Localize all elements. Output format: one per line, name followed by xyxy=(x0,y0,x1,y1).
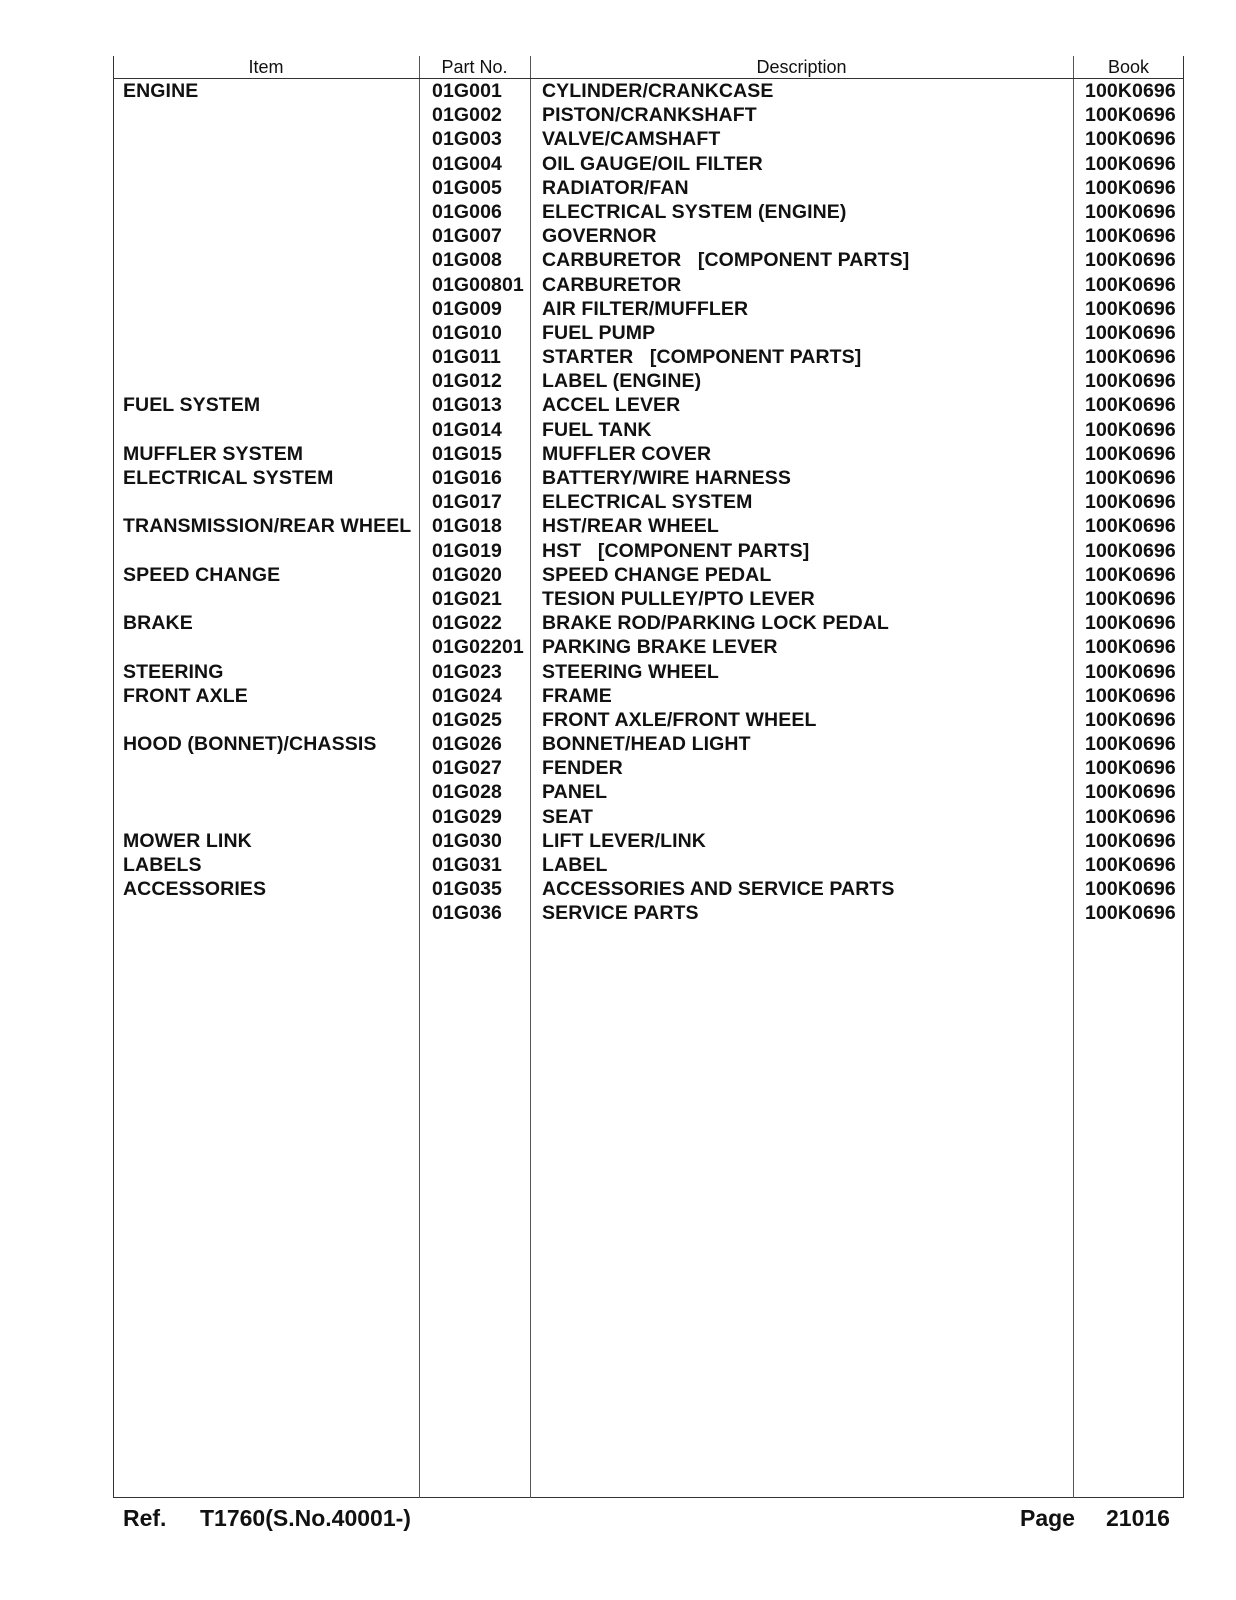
table-row xyxy=(0,708,1236,732)
description-cell: FENDER xyxy=(542,757,623,780)
book-cell: 100K0696 xyxy=(1085,515,1176,538)
book-cell: 100K0696 xyxy=(1085,297,1176,320)
table-row xyxy=(0,442,1236,466)
book-cell: 100K0696 xyxy=(1085,563,1176,586)
book-cell: 100K0696 xyxy=(1085,902,1176,925)
part-no-cell: 01G025 xyxy=(432,708,502,731)
description-cell: ELECTRICAL SYSTEM xyxy=(542,491,753,514)
footer-ref-label: Ref. xyxy=(123,1505,167,1531)
book-cell: 100K0696 xyxy=(1085,781,1176,804)
book-cell: 100K0696 xyxy=(1085,176,1176,199)
part-no-cell: 01G027 xyxy=(432,757,502,780)
description-cell: CARBURETOR [COMPONENT PARTS] xyxy=(542,249,910,272)
part-no-cell: 01G020 xyxy=(432,563,502,586)
part-no-cell: 01G005 xyxy=(432,176,502,199)
table-row xyxy=(0,514,1236,538)
item-cell: STEERING xyxy=(123,660,224,683)
book-cell: 100K0696 xyxy=(1085,104,1176,127)
table-row xyxy=(0,563,1236,587)
description-cell: LIFT LEVER/LINK xyxy=(542,829,706,852)
description-cell: RADIATOR/FAN xyxy=(542,176,689,199)
description-cell: PANEL xyxy=(542,781,608,804)
description-cell: ACCESSORIES AND SERVICE PARTS xyxy=(542,878,895,901)
description-cell: CYLINDER/CRANKCASE xyxy=(542,80,774,102)
table-row xyxy=(0,756,1236,780)
book-cell: 100K0696 xyxy=(1085,152,1176,175)
table-row xyxy=(0,780,1236,804)
part-no-cell: 01G02201 xyxy=(432,636,524,659)
description-cell: FUEL PUMP xyxy=(542,321,656,344)
table-row xyxy=(0,200,1236,224)
description-cell: TESION PULLEY/PTO LEVER xyxy=(542,587,815,610)
part-no-cell: 01G021 xyxy=(432,587,502,610)
book-cell: 100K0696 xyxy=(1085,805,1176,828)
book-cell: 100K0696 xyxy=(1085,80,1176,102)
item-cell: FRONT AXLE xyxy=(123,684,248,707)
book-cell: 100K0696 xyxy=(1085,128,1176,151)
book-cell: 100K0696 xyxy=(1085,854,1176,876)
description-cell: VALVE/CAMSHAFT xyxy=(542,128,721,151)
part-no-cell: 01G007 xyxy=(432,225,502,248)
description-cell: ACCEL LEVER xyxy=(542,394,681,417)
part-no-cell: 01G006 xyxy=(432,200,502,223)
book-cell: 100K0696 xyxy=(1085,684,1176,707)
book-cell: 100K0696 xyxy=(1085,612,1176,635)
description-cell: AIR FILTER/MUFFLER xyxy=(542,297,749,320)
table-row xyxy=(0,466,1236,490)
part-no-cell: 01G009 xyxy=(432,297,502,320)
table-row xyxy=(0,587,1236,611)
item-cell: MUFFLER SYSTEM xyxy=(123,442,304,465)
table-row xyxy=(0,829,1236,853)
book-cell: 100K0696 xyxy=(1085,200,1176,223)
table-row xyxy=(0,127,1236,151)
part-no-cell: 01G002 xyxy=(432,104,502,127)
part-no-cell: 01G018 xyxy=(432,515,502,538)
part-no-cell: 01G019 xyxy=(432,539,502,562)
description-cell: MUFFLER COVER xyxy=(542,442,712,465)
description-cell: STEERING WHEEL xyxy=(542,660,719,683)
book-cell: 100K0696 xyxy=(1085,878,1176,901)
item-cell: HOOD (BONNET)/CHASSIS xyxy=(123,733,377,756)
description-cell: SPEED CHANGE PEDAL xyxy=(542,563,772,586)
item-cell: LABELS xyxy=(123,854,202,876)
part-no-cell: 01G035 xyxy=(432,878,502,901)
book-cell: 100K0696 xyxy=(1085,370,1176,393)
part-no-cell: 01G013 xyxy=(432,394,502,417)
description-cell: LABEL xyxy=(542,854,608,876)
description-cell: HST [COMPONENT PARTS] xyxy=(542,539,810,562)
table-row xyxy=(0,224,1236,248)
description-cell: HST/REAR WHEEL xyxy=(542,515,719,538)
part-no-cell: 01G014 xyxy=(432,418,502,441)
description-cell: PARKING BRAKE LEVER xyxy=(542,636,778,659)
book-cell: 100K0696 xyxy=(1085,757,1176,780)
book-cell: 100K0696 xyxy=(1085,660,1176,683)
item-cell: ACCESSORIES xyxy=(123,878,267,901)
part-no-cell: 01G029 xyxy=(432,805,502,828)
description-cell: FRONT AXLE/FRONT WHEEL xyxy=(542,708,817,731)
part-no-cell: 01G00801 xyxy=(432,273,524,296)
table-row xyxy=(0,369,1236,393)
table-row xyxy=(0,79,1236,103)
item-cell: TRANSMISSION/REAR WHEEL xyxy=(123,515,412,538)
description-cell: STARTER [COMPONENT PARTS] xyxy=(542,346,862,369)
part-no-cell: 01G026 xyxy=(432,733,502,756)
item-cell: ENGINE xyxy=(123,80,199,102)
description-cell: BONNET/HEAD LIGHT xyxy=(542,733,751,756)
book-cell: 100K0696 xyxy=(1085,467,1176,489)
part-no-cell: 01G028 xyxy=(432,781,502,804)
book-cell: 100K0696 xyxy=(1085,539,1176,562)
part-no-cell: 01G024 xyxy=(432,684,502,707)
part-no-cell: 01G022 xyxy=(432,612,502,635)
book-cell: 100K0696 xyxy=(1085,733,1176,756)
header-part-no: Part No. xyxy=(441,57,508,77)
part-no-cell: 01G036 xyxy=(432,902,502,925)
table-row xyxy=(0,732,1236,756)
description-cell: PISTON/CRANKSHAFT xyxy=(542,104,757,127)
table-row xyxy=(0,418,1236,442)
part-no-cell: 01G001 xyxy=(432,80,502,102)
table-row xyxy=(0,805,1236,829)
book-cell: 100K0696 xyxy=(1085,346,1176,369)
description-cell: SEAT xyxy=(542,805,593,828)
item-cell: FUEL SYSTEM xyxy=(123,394,261,417)
part-no-cell: 01G023 xyxy=(432,660,502,683)
item-cell: SPEED CHANGE xyxy=(123,563,281,586)
description-cell: SERVICE PARTS xyxy=(542,902,699,925)
table-row xyxy=(0,660,1236,684)
table-row xyxy=(0,345,1236,369)
table-row xyxy=(0,684,1236,708)
header-item: Item xyxy=(248,57,284,77)
description-cell: OIL GAUGE/OIL FILTER xyxy=(542,152,763,175)
description-cell: GOVERNOR xyxy=(542,225,657,248)
description-cell: LABEL (ENGINE) xyxy=(542,370,702,393)
description-cell: BATTERY/WIRE HARNESS xyxy=(542,467,792,489)
part-no-cell: 01G012 xyxy=(432,370,502,393)
book-cell: 100K0696 xyxy=(1085,587,1176,610)
table-row xyxy=(0,176,1236,200)
table-row xyxy=(0,490,1236,514)
table-row xyxy=(0,152,1236,176)
description-cell: FRAME xyxy=(542,684,612,707)
table-row xyxy=(0,853,1236,877)
book-cell: 100K0696 xyxy=(1085,249,1176,272)
book-cell: 100K0696 xyxy=(1085,442,1176,465)
description-cell: CARBURETOR xyxy=(542,273,682,296)
part-no-cell: 01G010 xyxy=(432,321,502,344)
table-row xyxy=(0,297,1236,321)
table-row xyxy=(0,273,1236,297)
table-row xyxy=(0,103,1236,127)
part-no-cell: 01G008 xyxy=(432,249,502,272)
part-no-cell: 01G015 xyxy=(432,442,502,465)
book-cell: 100K0696 xyxy=(1085,708,1176,731)
book-cell: 100K0696 xyxy=(1085,636,1176,659)
book-cell: 100K0696 xyxy=(1085,394,1176,417)
table-row xyxy=(0,877,1236,901)
parts-table-body xyxy=(0,79,1236,926)
part-no-cell: 01G003 xyxy=(432,128,502,151)
item-cell: BRAKE xyxy=(123,612,193,635)
part-no-cell: 01G004 xyxy=(432,152,502,175)
part-no-cell: 01G030 xyxy=(432,829,502,852)
part-no-cell: 01G017 xyxy=(432,491,502,514)
book-cell: 100K0696 xyxy=(1085,321,1176,344)
footer-ref-value: T1760(S.No.40001-) xyxy=(200,1505,411,1531)
description-cell: ELECTRICAL SYSTEM (ENGINE) xyxy=(542,200,847,223)
item-cell: ELECTRICAL SYSTEM xyxy=(123,467,334,489)
table-row xyxy=(0,611,1236,635)
book-cell: 100K0696 xyxy=(1085,829,1176,852)
book-cell: 100K0696 xyxy=(1085,273,1176,296)
header-description: Description xyxy=(756,57,847,77)
table-row xyxy=(0,248,1236,272)
book-cell: 100K0696 xyxy=(1085,418,1176,441)
header-book: Book xyxy=(1107,57,1150,77)
part-no-cell: 01G011 xyxy=(432,346,501,369)
description-cell: BRAKE ROD/PARKING LOCK PEDAL xyxy=(542,612,889,635)
part-no-cell: 01G016 xyxy=(432,467,502,489)
book-cell: 100K0696 xyxy=(1085,491,1176,514)
part-no-cell: 01G031 xyxy=(432,854,502,876)
footer-page-value: 21016 xyxy=(1106,1505,1170,1531)
table-row xyxy=(0,901,1236,925)
footer-page-label: Page xyxy=(1020,1505,1075,1531)
book-cell: 100K0696 xyxy=(1085,225,1176,248)
table-row xyxy=(0,393,1236,417)
item-cell: MOWER LINK xyxy=(123,829,252,852)
table-row xyxy=(0,321,1236,345)
table-row xyxy=(0,635,1236,659)
description-cell: FUEL TANK xyxy=(542,418,652,441)
table-row xyxy=(0,539,1236,563)
